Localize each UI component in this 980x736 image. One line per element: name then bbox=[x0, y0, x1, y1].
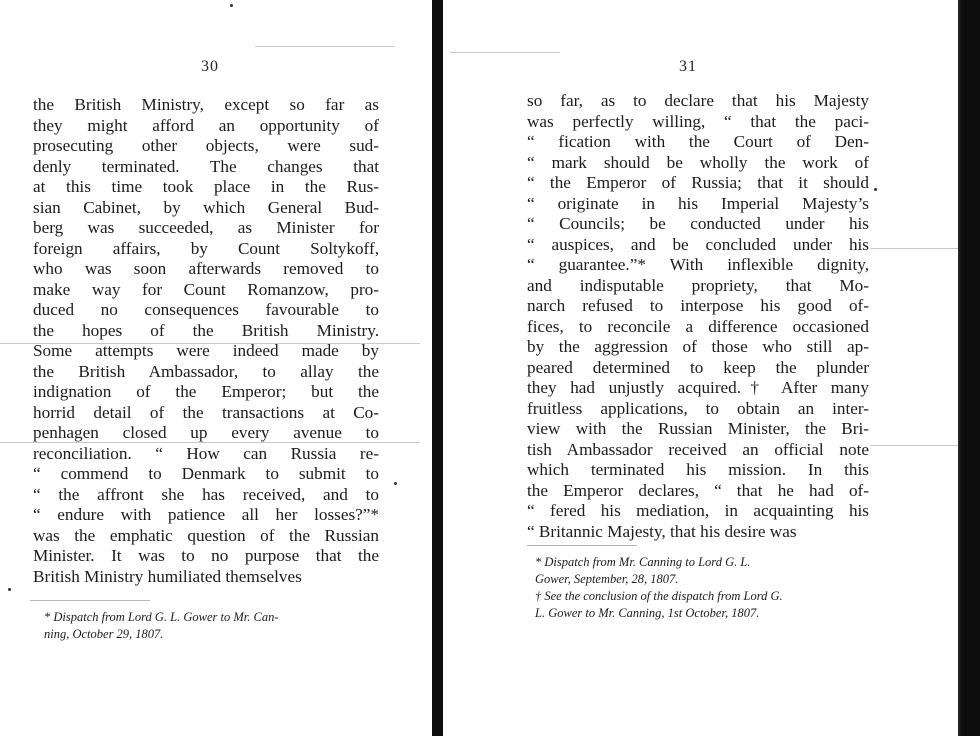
left-page-body bbox=[33, 95, 379, 587]
text-line: Some attempts were indeed made by bbox=[33, 341, 379, 360]
left-page-footnotes bbox=[44, 609, 364, 643]
text-line: “ the Emperor of Russia; that it should bbox=[527, 173, 869, 192]
right-page-body bbox=[527, 91, 869, 542]
text-line: penhagen closed up every avenue to bbox=[33, 423, 379, 442]
scan-artifact-line bbox=[255, 46, 395, 47]
text-line: berg was succeeded, as Minister for bbox=[33, 218, 379, 237]
text-line: fices, to reconcile a difference occasioned bbox=[527, 316, 869, 336]
text-line: prosecuting other objects, were sud- bbox=[33, 136, 379, 155]
text-line: foreign affairs, by Count Soltykoff, bbox=[33, 238, 379, 258]
footnote-line: ning, October 29, 1807. bbox=[44, 627, 164, 641]
scan-artifact-line bbox=[870, 445, 958, 446]
text-line: tish Ambassador received an official note bbox=[527, 439, 869, 459]
text-line: “ mark should be wholly the work of bbox=[527, 152, 869, 172]
left-page-number: 30 bbox=[201, 58, 219, 75]
text-line: make way for Count Romanzow, pro- bbox=[33, 279, 379, 299]
ink-speck bbox=[8, 588, 11, 591]
ink-speck bbox=[230, 4, 233, 7]
footnote-line: * Dispatch from Lord G. L. Gower to Mr. Can- bbox=[44, 610, 279, 624]
footnote-line: L. Gower to Mr. Canning, 1st October, 1807. bbox=[535, 606, 760, 620]
text-line: which terminated his mission. In this bbox=[527, 460, 869, 479]
text-line: the Emperor declares, “ that he had of- bbox=[527, 480, 869, 500]
text-line: “ the affront she has received, and to bbox=[33, 484, 379, 504]
text-line: and indisputable propriety, that Mo- bbox=[527, 275, 869, 295]
text-line: the British Ambassador, to allay the bbox=[33, 361, 379, 381]
text-line: peared determined to keep the plunder bbox=[527, 357, 869, 377]
text-line: the British Ministry, except so far as bbox=[33, 95, 379, 114]
right-footnote-rule bbox=[527, 545, 637, 546]
text-line: horrid detail of the transactions at Co- bbox=[33, 402, 379, 422]
text-line: they might afford an opportunity of bbox=[33, 115, 379, 135]
text-line: indignation of the Emperor; but the bbox=[33, 382, 379, 401]
text-line: British Ministry humiliated themselves bbox=[33, 566, 302, 586]
binding-shadow-left bbox=[432, 0, 443, 736]
right-page-footnotes bbox=[535, 554, 870, 622]
text-line: “ fication with the Court of Den- bbox=[527, 132, 869, 151]
text-line: “ endure with patience all her losses?”* bbox=[33, 505, 379, 524]
text-line: sian Cabinet, by which General Bud- bbox=[33, 197, 379, 217]
scan-artifact-line bbox=[870, 248, 958, 249]
text-line: “ commend to Denmark to submit to bbox=[33, 464, 379, 483]
binding-shadow-right bbox=[958, 0, 980, 736]
scan-artifact-line bbox=[450, 52, 560, 53]
ink-speck bbox=[874, 188, 877, 191]
text-line: Minister. It was to no purpose that the bbox=[33, 546, 379, 565]
footnote-line: † See the conclusion of the dispatch from Lord G. bbox=[535, 589, 783, 603]
right-page-number: 31 bbox=[679, 58, 697, 75]
text-line: fruitless applications, to obtain an inter- bbox=[527, 398, 869, 418]
ink-speck bbox=[394, 482, 397, 485]
footnote-line: * Dispatch from Mr. Canning to Lord G. L. bbox=[535, 555, 751, 569]
text-line: denly terminated. The changes that bbox=[33, 156, 379, 176]
text-line: who was soon afterwards removed to bbox=[33, 259, 379, 278]
text-line: “ Councils; be conducted under his bbox=[527, 214, 869, 233]
left-footnote-rule bbox=[30, 600, 150, 601]
text-line: narch refused to interpose his good of- bbox=[527, 296, 869, 315]
text-line: “ auspices, and be concluded under his bbox=[527, 234, 869, 254]
text-line: so far, as to declare that his Majesty bbox=[527, 91, 869, 110]
text-line: they had unjustly acquired.† After many bbox=[527, 378, 869, 397]
text-line: “ fered his mediation, in acquainting his bbox=[527, 501, 869, 520]
text-line: “ originate in his Imperial Majesty’s bbox=[527, 193, 869, 213]
text-line: was the emphatic question of the Russian bbox=[33, 525, 379, 545]
text-line: “ Britannic Majesty, that his desire was bbox=[527, 521, 797, 541]
text-line: at this time took place in the Rus- bbox=[33, 177, 379, 196]
text-line: view with the Russian Minister, the Bri- bbox=[527, 419, 869, 438]
text-line: “ guarantee.”* With inflexible dignity, bbox=[527, 255, 869, 274]
text-line: duced no consequences favourable to bbox=[33, 300, 379, 319]
text-line: the hopes of the British Ministry. bbox=[33, 320, 379, 340]
text-line: by the aggression of those who still ap- bbox=[527, 337, 869, 356]
text-line: was perfectly willing, “ that the paci- bbox=[527, 111, 869, 131]
footnote-line: Gower, September, 28, 1807. bbox=[535, 572, 679, 586]
text-line: reconciliation. “ How can Russia re- bbox=[33, 443, 379, 463]
